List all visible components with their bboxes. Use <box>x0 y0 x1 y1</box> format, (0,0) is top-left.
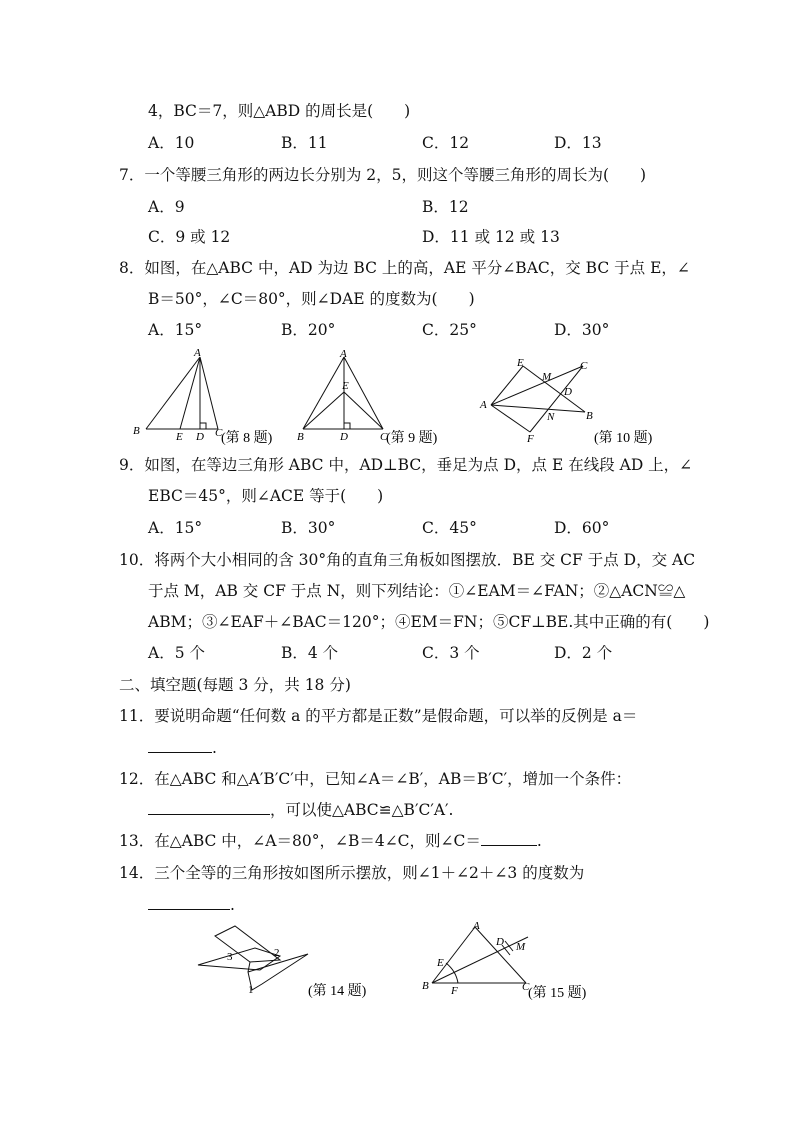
q10-text-line3: ABM；③∠EAF＋∠BAC＝120°；④EM＝FN；⑤CF⊥BE.其中正确的有( ) <box>148 613 710 631</box>
q6-option-b: B．11 <box>281 134 328 152</box>
fig15-label-b: B <box>422 980 429 992</box>
q8-option-d: D．30° <box>554 321 610 339</box>
q11-text: 11．要说明命题“任何数 a 的平方都是正数”是假命题，可以举的反例是 a＝ <box>119 707 638 725</box>
q6-option-a: A．10 <box>148 134 195 152</box>
q9-option-c: C．45° <box>422 519 477 537</box>
q8-text-line1: 8．如图，在△ABC 中，AD 为边 BC 上的高，AE 平分∠BAC，交 BC 于点 E，∠ <box>119 259 690 277</box>
q7-option-b: B．12 <box>422 198 469 216</box>
q12-text-line1: 12．在△ABC 和△A′B′C′中，已知∠A＝∠B′，AB＝B′C′，增加一个条件： <box>119 770 632 788</box>
fig15-label-e: E <box>437 957 444 969</box>
q11-answer-line <box>148 738 217 758</box>
q8-option-b: B．20° <box>281 321 336 339</box>
q10-text-line2: 于点 M，AB 交 CF 于点 N，则下列结论：①∠EAM＝∠FAN；②△ACN≌△ <box>148 582 686 600</box>
fig9-label-b: B <box>297 431 304 443</box>
q7-option-c: C．9 或 12 <box>148 228 231 246</box>
q6-option-d: D．13 <box>554 134 602 152</box>
q10-option-c: C．3 个 <box>422 644 480 662</box>
q7-text: 7．一个等腰三角形的两边长分别为 2，5，则这个等腰三角形的周长为( ) <box>119 166 647 184</box>
q12-answer-blank[interactable] <box>148 800 270 815</box>
fig15-label-d: D <box>496 936 504 948</box>
q13-answer-blank[interactable] <box>481 831 537 846</box>
fig9-label-c: C <box>380 431 388 443</box>
q10-text-line1: 10．将两个大小相同的含 30°角的直角三角板如图摆放．BE 交 CF 于点 D，交 AC <box>119 551 696 569</box>
q14-answer-blank[interactable] <box>148 895 230 910</box>
fig15-caption: (第 15 题) <box>528 986 587 1001</box>
q12-text-line2: ，可以使△ABC≌△B′C′A′. <box>270 801 454 819</box>
fig14-label-angle-1: 1 <box>248 984 254 996</box>
figure-8 <box>130 345 290 445</box>
q14-answer-line <box>148 895 235 915</box>
section-heading-fill-in: 二、填空题(每题 3 分，共 18 分) <box>119 676 351 694</box>
q8-option-a: A．15° <box>148 321 203 339</box>
q11-answer-blank[interactable] <box>148 738 212 753</box>
fig9-label-e: E <box>342 380 349 392</box>
q14-text: 14．三个全等的三角形按如图所示摆放，则∠1＋∠2＋∠3 的度数为 <box>119 864 585 882</box>
fig10-label-e: E <box>517 357 524 369</box>
fig10-label-f: F <box>527 433 534 445</box>
q9-text-line1: 9．如图，在等边三角形 ABC 中，AD⊥BC，垂足为点 D，点 E 在线段 AD 上，∠ <box>119 456 693 474</box>
q13-text: 13．在△ABC 中，∠A＝80°，∠B＝4∠C，则∠C＝ <box>119 832 481 850</box>
figure-15 <box>418 915 618 1005</box>
q10-option-a: A．5 个 <box>148 644 205 662</box>
fig8-label-d: D <box>196 431 204 443</box>
q9-option-a: A．15° <box>148 519 203 537</box>
fig8-label-c: C <box>215 427 223 439</box>
fig8-caption: (第 8 题) <box>221 431 273 446</box>
q14-period: . <box>230 896 235 914</box>
fig9-label-a: A <box>340 348 347 360</box>
fig10-caption: (第 10 题) <box>594 431 653 446</box>
figure-9 <box>295 345 455 445</box>
fig8-label-b: B <box>133 425 140 437</box>
q6-option-c: C．12 <box>422 134 470 152</box>
q7-option-a: A．9 <box>148 198 185 216</box>
figure-10 <box>475 350 675 450</box>
fig8-label-a: A <box>194 347 201 359</box>
fig14-caption: (第 14 题) <box>308 984 367 999</box>
q13-period: . <box>536 832 542 850</box>
fig15-label-m: M <box>516 941 526 953</box>
q10-option-d: D．2 个 <box>554 644 613 662</box>
q6-text: 4，BC＝7，则△ABD 的周长是( ) <box>148 102 411 120</box>
fig15-label-a: A <box>473 920 480 932</box>
fig8-label-e: E <box>176 431 183 443</box>
fig10-label-a: A <box>480 399 487 411</box>
fig15-label-c: C <box>522 981 530 993</box>
q9-text-line2: EBC＝45°，则∠ACE 等于( ) <box>148 487 384 505</box>
q11-period: . <box>212 739 217 757</box>
fig10-label-c: C <box>580 360 588 372</box>
q8-option-c: C．25° <box>422 321 477 339</box>
q10-option-b: B．4 个 <box>281 644 339 662</box>
fig9-caption: (第 9 题) <box>386 431 438 446</box>
fig10-label-d: D <box>564 386 572 398</box>
q9-option-b: B．30° <box>281 519 336 537</box>
figure-14 <box>190 920 390 1005</box>
fig10-label-n: N <box>547 411 555 423</box>
fig14-label-angle-2: 2 <box>274 947 280 959</box>
fig14-label-angle-3: 3 <box>227 951 233 963</box>
q7-option-d: D．11 或 12 或 13 <box>422 228 560 246</box>
fig10-label-b: B <box>586 410 593 422</box>
q12-answer-line <box>148 800 454 820</box>
fig9-label-d: D <box>340 431 348 443</box>
q9-option-d: D．60° <box>554 519 610 537</box>
fig15-label-f: F <box>451 985 458 997</box>
q13-line <box>119 831 542 851</box>
fig10-label-m: M <box>542 371 552 383</box>
q8-text-line2: B＝50°，∠C＝80°，则∠DAE 的度数为( ) <box>148 290 475 308</box>
